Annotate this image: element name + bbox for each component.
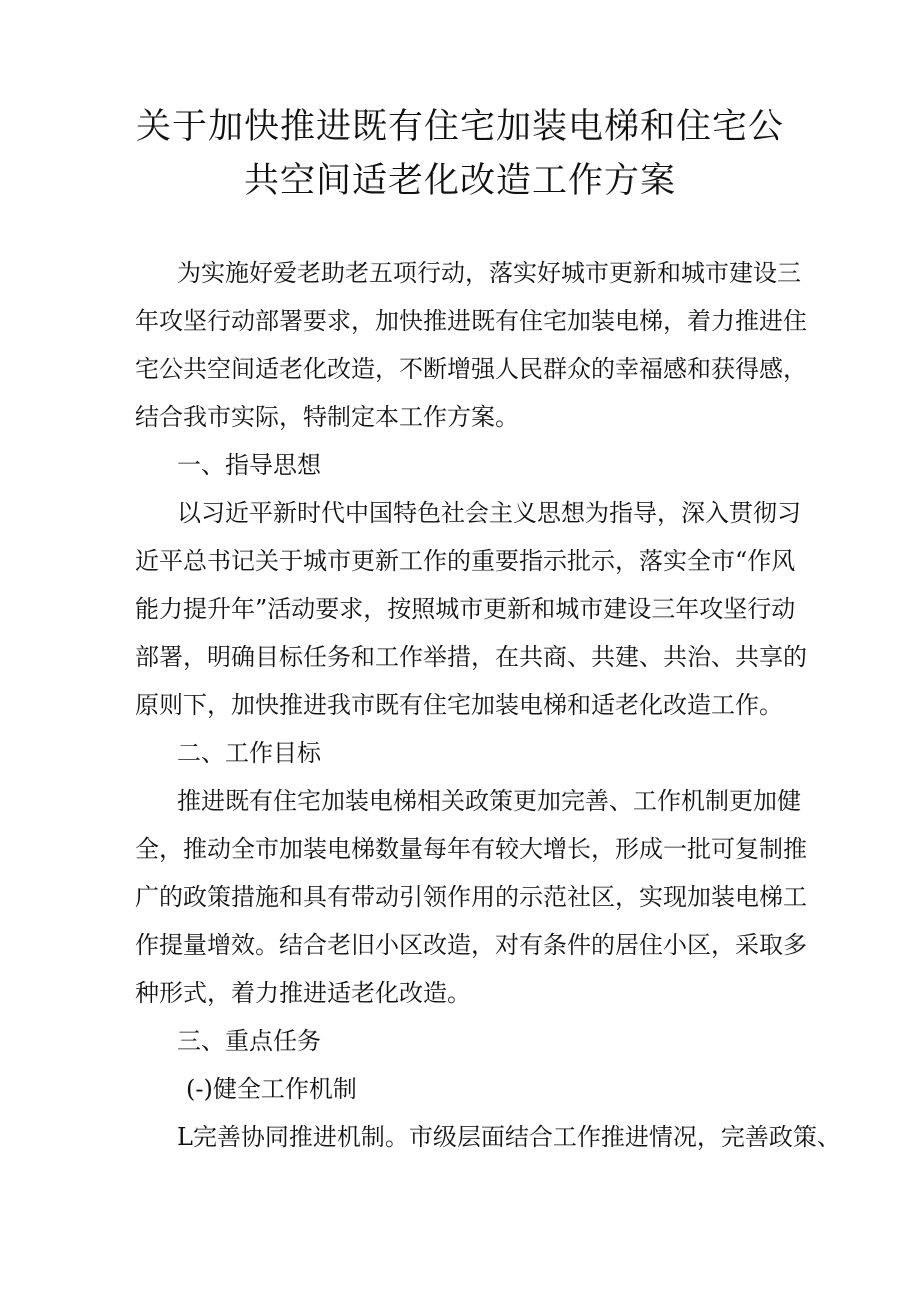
document-title-line-1: 关于加快推进既有住宅加装电梯和住宅公 [135, 107, 784, 147]
intro-paragraph-line-4: 结合我市实际，特制定本工作方案。 [135, 403, 519, 431]
intro-paragraph-line-3: 宅公共空间适老化改造，不断增强人民群众的幸福感和获得感， [135, 355, 807, 383]
intro-paragraph-line-2: 年攻坚行动部署要求，加快推进既有住宅加装电梯，着力推进住 [135, 307, 807, 335]
guiding-paragraph-line-1: 以习近平新时代中国特色社会主义思想为指导，深入贯彻习 [177, 499, 801, 527]
goals-paragraph-line-3: 广的政策措施和具有带动引领作用的示范社区，实现加装电梯工 [135, 883, 807, 911]
guiding-paragraph-line-2: 近平总书记关于城市更新工作的重要指示批示，落实全市“作风 [135, 547, 796, 575]
goals-paragraph-line-4: 作提量增效。结合老旧小区改造，对有条件的居住小区，采取多 [135, 931, 807, 959]
subsection-heading-work-mechanism: (-)健全工作机制 [186, 1075, 357, 1103]
goals-paragraph-line-1: 推进既有住宅加装电梯相关政策更加完善、工作机制更加健 [177, 787, 801, 815]
goals-paragraph-line-5: 种形式，着力推进适老化改造。 [135, 979, 471, 1007]
section-heading-work-goals: 二、工作目标 [177, 739, 321, 767]
section-heading-key-tasks: 三、重点任务 [177, 1027, 321, 1055]
tasks-paragraph-line-1: L完善协同推进机制。市级层面结合工作推进情况，完善政策、 [177, 1123, 841, 1151]
guiding-paragraph-line-5: 原则下，加快推进我市既有住宅加装电梯和适老化改造工作。 [135, 691, 783, 719]
document-title-line-2: 共空间适老化改造工作方案 [243, 161, 676, 201]
goals-paragraph-line-2: 全，推动全市加装电梯数量每年有较大增长，形成一批可复制推 [135, 835, 807, 863]
guiding-paragraph-line-3: 能力提升年”活动要求，按照城市更新和城市建设三年攻坚行动 [135, 595, 796, 623]
guiding-paragraph-line-4: 部署，明确目标任务和工作举措，在共商、共建、共治、共享的 [135, 643, 807, 671]
section-heading-guiding-thought: 一、指导思想 [177, 451, 321, 479]
intro-paragraph-line-1: 为实施好爱老助老五项行动，落实好城市更新和城市建设三 [177, 259, 801, 287]
